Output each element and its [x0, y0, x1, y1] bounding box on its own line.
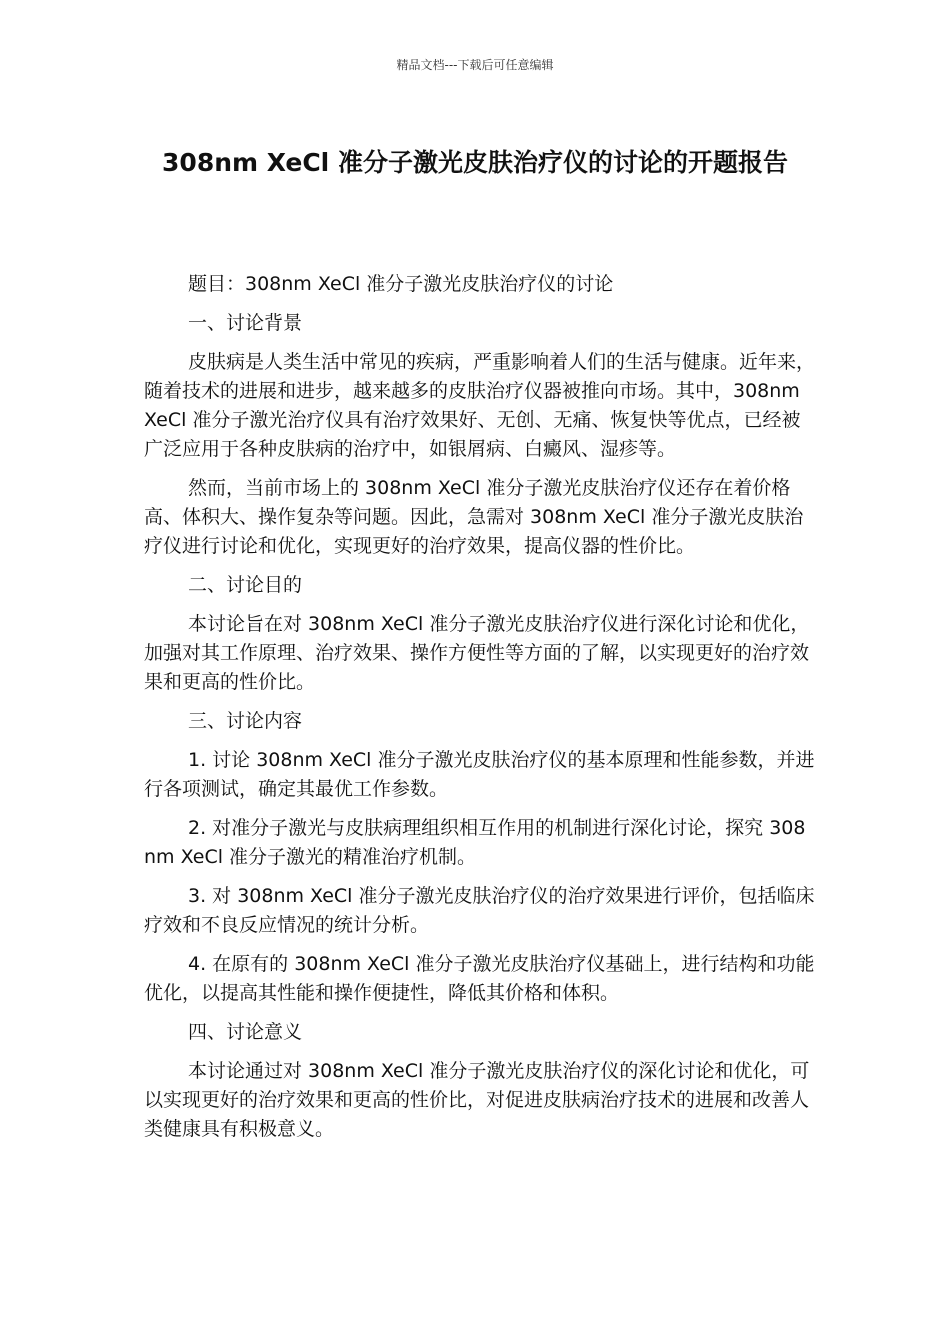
subject-line: 题目：308nm XeCl 准分子激光皮肤治疗仪的讨论: [188, 273, 614, 295]
section-heading-purpose: 二、讨论目的: [188, 574, 303, 596]
content-item-1: 1. 讨论 308nm XeCl 准分子激光皮肤治疗仪的基本原理和性能参数，并进行各项测试，确定其最优工作参数。: [144, 749, 815, 800]
paragraph-purpose: 本讨论旨在对 308nm XeCl 准分子激光皮肤治疗仪进行深化讨论和优化，加强对其工作原理、治疗效果、操作方便性等方面的了解，以实现更好的治疗效果和更高的性价比。: [144, 613, 810, 693]
page-header-note: 精品文档---下载后可任意编辑: [396, 58, 554, 72]
section-heading-background: 一、讨论背景: [188, 312, 303, 334]
content-item-2: 2. 对准分子激光与皮肤病理组织相互作用的机制进行深化讨论，探究 308nm XeCl 准分子激光的精准治疗机制。: [144, 817, 806, 868]
paragraph-background-1: 皮肤病是人类生活中常见的疾病，严重影响着人们的生活与健康。近年来，随着技术的进展和进步，越来越多的皮肤治疗仪器被推向市场。其中，308nm XeCl 准分子激光治疗仪具有治疗效果好、无创、无痛、恢复快等优点，已经被广泛应用于各种皮肤病的治疗中，如银屑病、白癜风、湿疹等。: [144, 351, 816, 460]
content-item-3: 3. 对 308nm XeCl 准分子激光皮肤治疗仪的治疗效果进行评价，包括临床疗效和不良反应情况的统计分析。: [144, 885, 815, 936]
content-item-4: 4. 在原有的 308nm XeCl 准分子激光皮肤治疗仪基础上，进行结构和功能优化，以提高其性能和操作便捷性，降低其价格和体积。: [144, 953, 815, 1004]
document-title: 308nm XeCl 准分子激光皮肤治疗仪的讨论的开题报告: [162, 148, 788, 177]
section-heading-content: 三、讨论内容: [188, 710, 303, 732]
paragraph-background-2: 然而，当前市场上的 308nm XeCl 准分子激光皮肤治疗仪还存在着价格高、体积大、操作复杂等问题。因此，急需对 308nm XeCl 准分子激光皮肤治疗仪进行讨论和优化，实现更好的治疗效果，提高仪器的性价比。: [144, 477, 804, 557]
section-heading-significance: 四、讨论意义: [188, 1021, 303, 1043]
paragraph-significance: 本讨论通过对 308nm XeCl 准分子激光皮肤治疗仪的深化讨论和优化，可以实现更好的治疗效果和更高的性价比，对促进皮肤病治疗技术的进展和改善人类健康具有积极意义。: [144, 1060, 810, 1140]
document-body: [144, 270, 816, 1154]
